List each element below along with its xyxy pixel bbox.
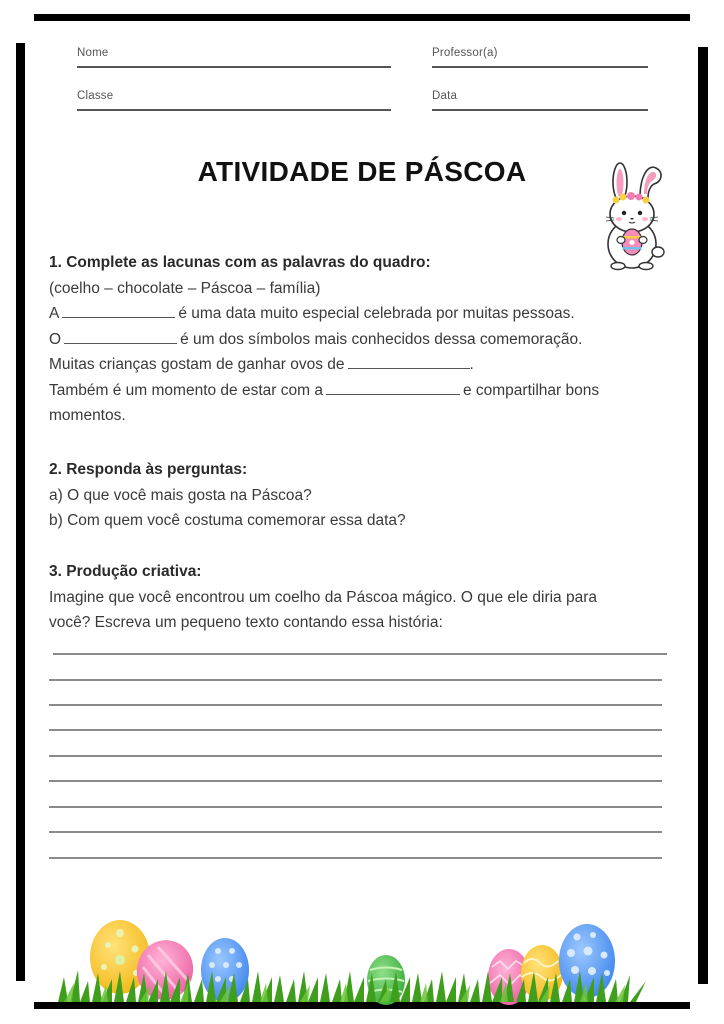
writing-line-5[interactable]: [49, 755, 662, 757]
teacher-label: Professor(a): [432, 47, 498, 59]
fill-sentence-1: [49, 301, 679, 327]
blank-3[interactable]: [348, 354, 470, 369]
creative-prompt-line-1: Imagine que você encontrou um coelho da Páscoa mágico. O que ele diria para: [49, 588, 598, 606]
blank-1[interactable]: [62, 303, 175, 318]
class-input-line[interactable]: [77, 109, 391, 111]
question-a: a) O que você mais gosta na Páscoa?: [49, 486, 312, 504]
section3-heading: 3. Produção criativa:: [49, 563, 202, 580]
page-title: ATIVIDADE DE PÁSCOA: [197, 156, 527, 187]
sentence-4-before: Também é um momento de estar com a: [49, 381, 323, 399]
date-label: Data: [432, 90, 458, 102]
creative-prompt-line-2: você? Escreva um pequeno texto contando essa história:: [49, 614, 443, 631]
date-input-line[interactable]: [432, 109, 648, 111]
sentence-1-after: é uma data muito especial celebrada por muitas pessoas.: [178, 305, 575, 322]
writing-line-7[interactable]: [49, 806, 662, 808]
sentence-4-after: e compartilhar bons: [462, 381, 600, 399]
sentence-3-after: .: [469, 356, 474, 373]
writing-line-6[interactable]: [49, 780, 662, 782]
sentence-4-continuation: momentos.: [49, 407, 126, 424]
writing-line-9[interactable]: [49, 857, 662, 859]
name-label: Nome: [77, 47, 109, 59]
fill-sentence-4: [49, 378, 679, 404]
writing-line-1[interactable]: [53, 653, 667, 655]
question-b: b) Com quem você costuma comemorar essa data?: [49, 512, 406, 529]
easter-eggs-grass-icon: [40, 915, 690, 1005]
blank-4[interactable]: [326, 380, 460, 395]
writing-line-4[interactable]: [49, 729, 662, 731]
name-input-line[interactable]: [77, 66, 391, 68]
section2-heading: 2. Responda às perguntas:: [49, 461, 248, 478]
sentence-2-before: O: [49, 330, 62, 348]
teacher-input-line[interactable]: [432, 66, 648, 68]
fill-sentence-2: [49, 327, 679, 353]
class-label: Classe: [77, 90, 114, 102]
sentence-1-before: A: [49, 305, 60, 322]
fill-sentence-3: [49, 352, 679, 378]
frame-top-bar: [34, 14, 690, 21]
blank-2[interactable]: [64, 329, 177, 344]
sentence-3-before: Muitas crianças gostam de ganhar ovos de: [49, 356, 345, 373]
writing-line-3[interactable]: [49, 704, 662, 706]
word-bank: (coelho – chocolate – Páscoa – família): [49, 279, 321, 297]
sentence-2-after: é um dos símbolos mais conhecidos dessa comemoração.: [180, 330, 583, 348]
writing-line-8[interactable]: [49, 831, 662, 833]
writing-line-2[interactable]: [49, 679, 662, 681]
worksheet-content: [49, 250, 679, 636]
section1-heading: 1. Complete as lacunas com as palavras do quadro:: [49, 254, 431, 271]
